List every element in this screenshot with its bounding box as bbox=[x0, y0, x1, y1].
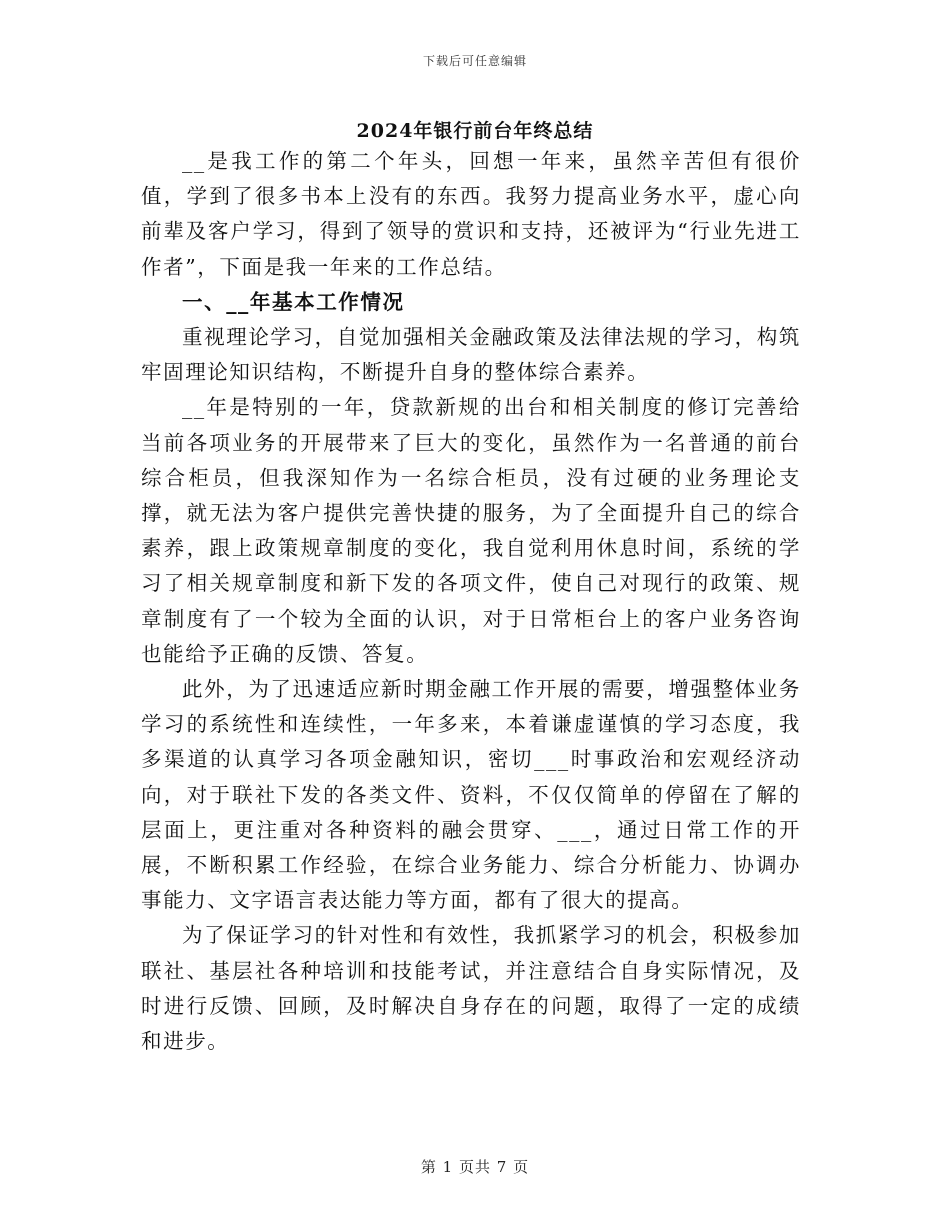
paragraph-intro: __是我工作的第二个年头，回想一年来，虽然辛苦但有很价值，学到了很多书本上没有的东西。我努力提高业务水平，虚心向前辈及客户学习，得到了领导的赏识和支持，还被评为“行业先进工作者”，下面是我一年来的工作总结。 bbox=[141, 149, 801, 279]
document-body bbox=[141, 144, 801, 1059]
paragraph-furthermore: 此外，为了迅速适应新时期金融工作开展的需要，增强整体业务学习的系统性和连续性，一年多来，本着谦虚谨慎的学习态度，我多渠道的认真学习各项金融知识，密切___时事政治和宏观经济动向，对于联社下发的各类文件、资料，不仅仅简单的停留在了解的层面上，更注重对各种资料的融会贯穿、___，通过日常工作的开展，不断积累工作经验，在综合业务能力、综合分析能力、协调办事能力、文字语言表达能力等方面，都有了很大的提高。 bbox=[141, 677, 801, 913]
paragraph-training: 为了保证学习的针对性和有效性，我抓紧学习的机会，积极参加联社、基层社各种培训和技能考试，并注意结合自身实际情况，及时进行反馈、回顾，及时解决自身存在的问题，取得了一定的成绩和进步。 bbox=[141, 923, 801, 1054]
document-title: 2024年银行前台年终总结 bbox=[356, 120, 594, 142]
section-heading: 一、__年基本工作情况 bbox=[182, 289, 405, 314]
paragraph-theory-study: 重视理论学习，自觉加强相关金融政策及法律法规的学习，构筑牢固理论知识结构，不断提升自身的整体综合素养。 bbox=[141, 325, 801, 385]
page-footer: 第 1 页共 7 页 bbox=[420, 1158, 530, 1176]
paragraph-special-year: __年是特别的一年，贷款新规的出台和相关制度的修订完善给当前各项业务的开展带来了巨大的变化，虽然作为一名普通的前台综合柜员，但我深知作为一名综合柜员，没有过硬的业务理论支撑，就无法为客户提供完善快捷的服务，为了全面提升自己的综合素养，跟上政策规章制度的变化，我自觉利用休息时间，系统的学习了相关规章制度和新下发的各项文件，使自己对现行的政策、规章制度有了一个较为全面的认识，对于日常柜台上的客户业务咨询也能给予正确的反馈、答复。 bbox=[141, 395, 801, 666]
page-header: 下载后可任意编辑 bbox=[422, 54, 527, 68]
